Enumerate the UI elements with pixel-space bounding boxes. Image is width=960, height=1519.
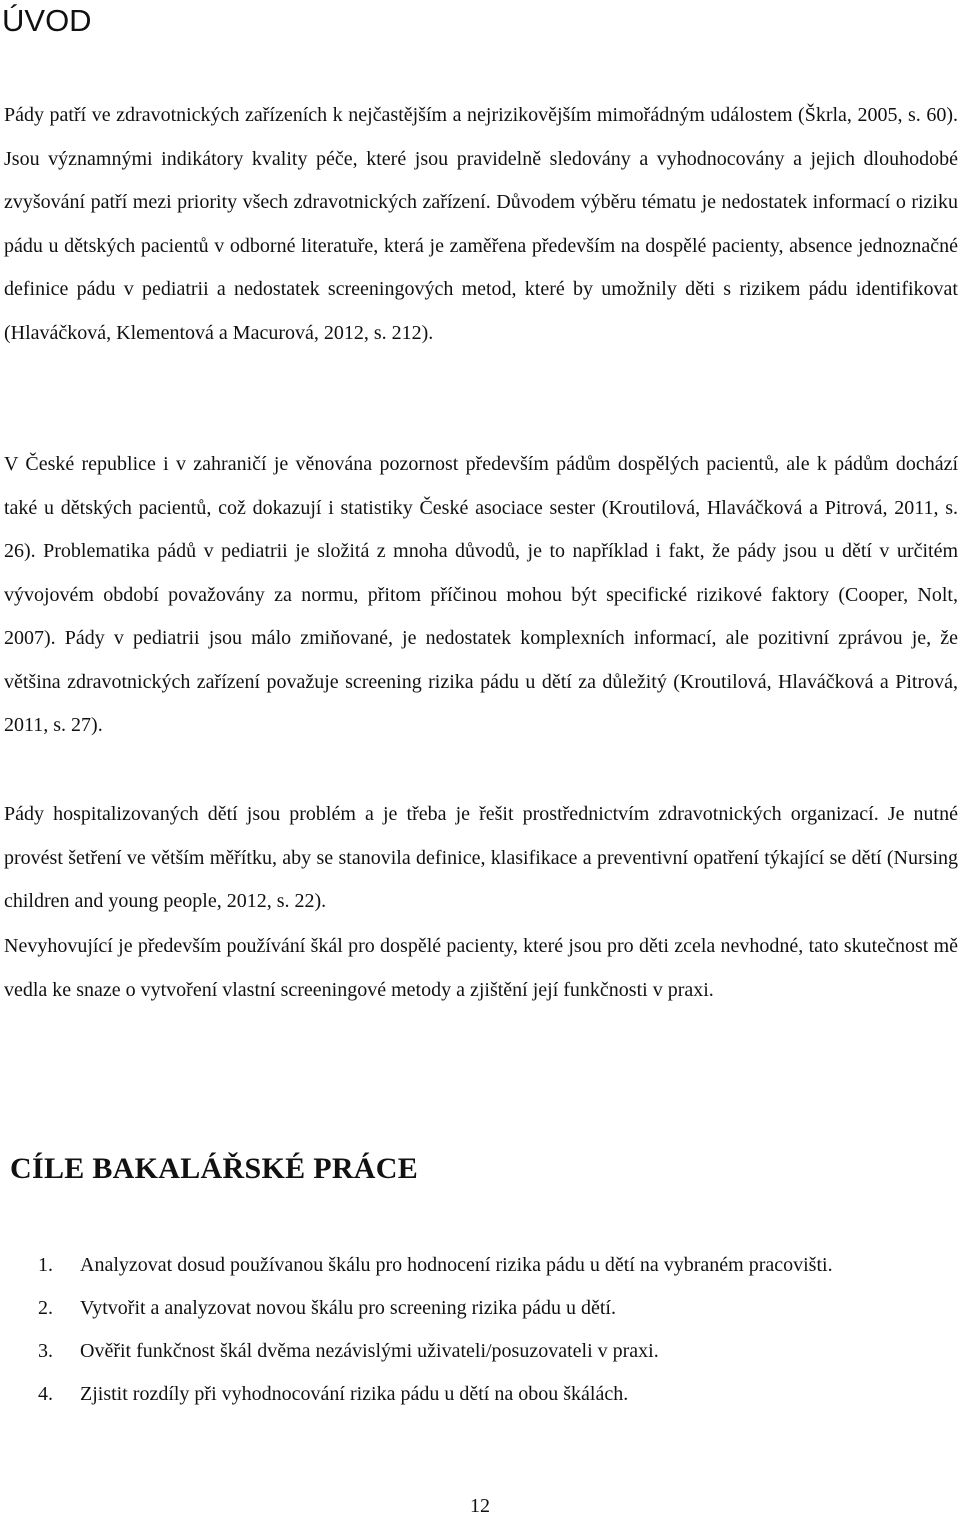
goal-text: Zjistit rozdíly při vyhodnocování rizika pádu u dětí na obou škálách.: [80, 1383, 629, 1405]
paragraph-4: [4, 925, 958, 1012]
goal-item: [0, 1373, 958, 1416]
paragraph-2: [4, 443, 958, 748]
goal-item: [0, 1287, 958, 1330]
page-number: 12: [470, 1495, 490, 1517]
goal-item: [0, 1244, 958, 1287]
paragraph-3: [4, 793, 958, 924]
goals-list: [0, 1244, 958, 1416]
goal-item: [0, 1330, 958, 1373]
goal-text: Analyzovat dosud používanou škálu pro hodnocení rizika pádu u dětí na vybraném pracovišti.: [80, 1254, 833, 1276]
goal-text: Vytvořit a analyzovat novou škálu pro screening rizika pádu u dětí.: [80, 1297, 616, 1319]
goal-text: Ověřit funkčnost škál dvěma nezávislými uživateli/posuzovateli v praxi.: [80, 1340, 659, 1362]
paragraph-text: Pády patří ve zdravotnických zařízeních k nejčastějším a nejrizikovějším mimořádným událostem (Škrla, 2005, s. 60). Jsou významnými indikátory kvality péče, které jsou pravidelně sledovány a vyhodnocovány a jejich dlouhodobé zvyšování patří mezi priority všech zdravotnických zařízení. Důvodem výběru tématu je nedostatek informací o riziku pádu u dětských pacientů v odborné literatuře, která je zaměřena především na dospělé pacienty, absence jednoznačné definice pádu v pediatrii a nedostatek screeningových metod, které by umožnily děti s rizikem pádu identifikovat (Hlaváčková, Klementová a Macurová, 2012, s. 212).: [4, 104, 958, 344]
paragraph-text: Pády hospitalizovaných dětí jsou problém a je třeba je řešit prostřednictvím zdravotnických organizací. Je nutné provést šetření ve větším měřítku, aby se stanovila definice, klasifikace a preventivní opatření týkající se dětí (Nursing children and young people, 2012, s. 22).: [4, 803, 958, 912]
goal-number: 2.: [38, 1297, 53, 1319]
paragraph-text: V České republice i v zahraničí je věnována pozornost především pádům dospělých pacientů, ale k pádům dochází také u dětských pacientů, což dokazují i statistiky České asociace sester (Kroutilová, Hlaváčková a Pitrová, 2011, s. 26). Problematika pádů v pediatrii je složitá z mnoha důvodů, je to například i fakt, že pády jsou u dětí v určitém vývojovém období považovány za normu, přitom příčinou mohou být specifické rizikové faktory (Cooper, Nolt, 2007). Pády v pediatrii jsou málo zmiňované, je nedostatek komplexních informací, ale pozitivní zprávou je, že většina zdravotnických zařízení považuje screening rizika pádu u dětí za důležitý (Kroutilová, Hlaváčková a Pitrová, 2011, s. 27).: [4, 453, 958, 736]
goal-number: 4.: [38, 1383, 53, 1405]
paragraph-1: [4, 94, 958, 355]
intro-heading: ÚVOD: [2, 3, 92, 38]
goal-number: 3.: [38, 1340, 53, 1362]
goals-heading: CÍLE BAKALÁŘSKÉ PRÁCE: [10, 1152, 419, 1185]
paragraph-text: Nevyhovující je především používání škál pro dospělé pacienty, které jsou pro děti zcela nevhodné, tato skutečnost mě vedla ke snaze o vytvoření vlastní screeningové metody a zjištění její funkčnosti v praxi.: [4, 935, 958, 1001]
goal-number: 1.: [38, 1254, 53, 1276]
